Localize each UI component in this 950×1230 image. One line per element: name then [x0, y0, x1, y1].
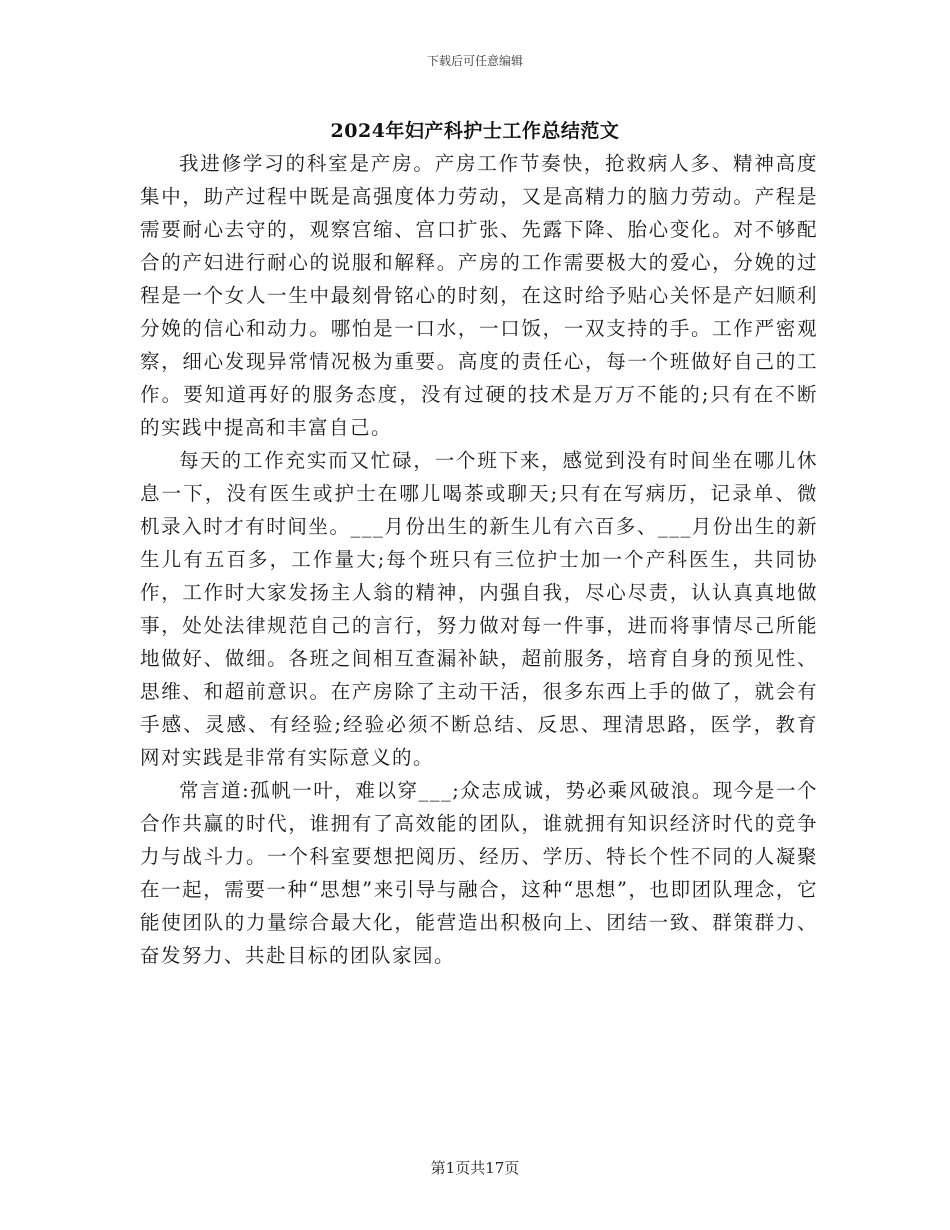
paragraph-3: 常言道:孤帆一叶，难以穿___;众志成诚，势必乘风破浪。现今是一个合作共赢的时代，谁拥有了高效能的团队，谁就拥有知识经济时代的竞争力与战斗力。一个科室要想把阅历、经历、学历、特长个性不同的人凝聚在一起，需要一种“思想”来引导与融合，这种“思想”，也即团队理念，它能使团队的力量综合最大化，能营造出积极向上、团结一致、群策群力、奋发努力、共赴目标的团队家园。: [140, 779, 818, 967]
document-title: 2024年妇产科护士工作总结范文: [330, 120, 620, 142]
document-body: [140, 147, 818, 972]
page-header: 下载后可任意编辑: [426, 54, 523, 68]
page-footer: 第1页共17页: [430, 1159, 520, 1177]
paragraph-1: 我进修学习的科室是产房。产房工作节奏快，抢救病人多、精神高度集中，助产过程中既是高强度体力劳动，又是高精力的脑力劳动。产程是需要耐心去守的，观察宫缩、宫口扩张、先露下降、胎心变化。对不够配合的产妇进行耐心的说服和解释。产房的工作需要极大的爱心，分娩的过程是一个女人一生中最刻骨铭心的时刻，在这时给予贴心关怀是产妇顺利分娩的信心和动力。哪怕是一口水，一口饭，一双支持的手。工作严密观察，细心发现异常情况极为重要。高度的责任心，每一个班做好自己的工作。要知道再好的服务态度，没有过硬的技术是万万不能的;只有在不断的实践中提高和丰富自己。: [140, 152, 818, 439]
paragraph-2: 每天的工作充实而又忙碌，一个班下来，感觉到没有时间坐在哪儿休息一下，没有医生或护士在哪儿喝茶或聊天;只有在写病历，记录单、微机录入时才有时间坐。___月份出生的新生儿有六百多、___月份出生的新生儿有五百多，工作量大;每个班只有三位护士加一个产科医生，共同协作，工作时大家发扬主人翁的精神，内强自我，尽心尽责，认认真真地做事，处处法律规范自己的言行，努力做对每一件事，进而将事情尽己所能地做好、做细。各班之间相互查漏补缺，超前服务，培育自身的预见性、思维、和超前意识。在产房除了主动干活，很多东西上手的做了，就会有手感、灵感、有经验;经验必须不断总结、反思、理清思路，医学，教育网对实践是非常有实际意义的。: [140, 449, 818, 769]
